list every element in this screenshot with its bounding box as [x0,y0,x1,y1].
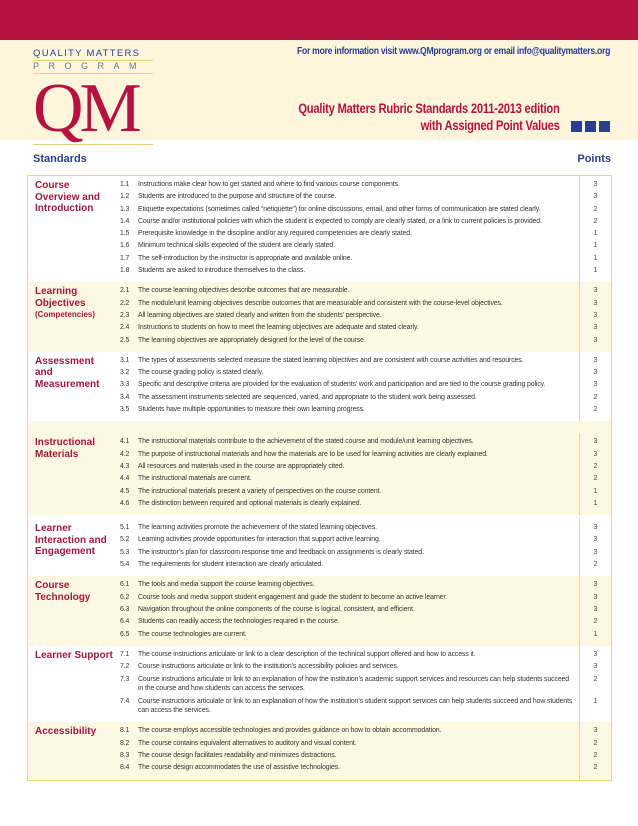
rubric-section [28,282,611,351]
standard-number: 7.3 [120,675,130,683]
standard-item [120,649,579,661]
point-value: 3 [593,663,598,671]
section-name [28,722,114,779]
rubric-section [28,352,611,421]
section-name [28,176,114,282]
standard-number: 3.2 [120,369,130,377]
standard-item [120,355,579,367]
standard-number: 6.2 [120,593,130,601]
point-value: 2 [593,205,598,213]
point-value: 2 [593,618,598,626]
logo-line-1: QUALITY MATTERS [33,48,153,61]
standard-number: 5.3 [120,548,130,556]
standard-number: 1.4 [120,217,130,225]
points-column [579,352,611,421]
standard-item [120,404,579,416]
standard-text: The purpose of instructional materials and how the materials are to be used for learning activities are clearly explained. [138,450,488,458]
title-line-2: with Assigned Point Values [421,117,560,133]
standard-item [120,285,579,297]
standard-text: Course and/or institutional policies with which the student is expected to comply are clearly stated, or a link to current policies is provided. [138,217,542,225]
rubric-table [27,175,612,781]
standard-text: Students can readily access the technologies required in the course. [138,618,340,626]
standard-text: The instructional materials are current. [138,475,252,483]
point-value: 3 [593,581,598,589]
standard-text: The course learning objectives describe outcomes that are measurable. [138,287,350,295]
standard-number: 1.5 [120,230,130,238]
point-value: 2 [593,475,598,483]
standard-item [120,436,579,448]
standard-number: 1.2 [120,193,130,201]
standard-number: 6.5 [120,630,130,638]
rubric-section [28,646,611,723]
section-title: Learner Support [35,649,113,661]
standard-item [120,204,579,216]
document-title [299,100,560,134]
standard-text: The instructional materials present a variety of perspectives on the course content. [138,487,382,495]
section-title: Learner Interaction and Engagement [35,523,107,558]
standard-text: The course design facilitates readability and minimizes distractions. [138,751,337,759]
standard-item [120,179,579,191]
standard-item [120,449,579,461]
standard-text: Students are asked to introduce themselves to the class. [138,267,306,275]
standard-number: 1.1 [120,181,130,188]
standard-number: 8.2 [120,739,130,747]
rubric-section [28,576,611,645]
points-column [579,282,611,351]
standard-number: 4.2 [120,450,130,458]
point-value: 2 [593,764,598,772]
standard-item [120,367,579,379]
points-column [579,722,611,779]
point-value: 3 [593,287,598,295]
standard-text: The course design accommodates the use of assistive technologies. [138,764,340,772]
qm-logo [33,48,153,145]
standard-text: The course contains equivalent alternatives to auditory and visual content. [138,739,357,747]
point-value: 2 [593,462,598,470]
standard-number: 3.5 [120,406,130,414]
standard-text: The tools and media support the course learning objectives. [138,581,315,589]
point-value: 2 [593,751,598,759]
standard-text: The course employs accessible technologies and provides guidance on how to obtain accommodation. [138,727,442,735]
standards-list [114,433,579,515]
decorative-squares [571,121,610,132]
standard-number: 2.5 [120,336,130,344]
standard-text: All resources and materials used in the course are appropriately cited. [138,462,345,470]
standard-number: 5.1 [120,524,130,532]
standard-number: 5.2 [120,536,130,544]
standard-item [120,629,579,641]
standard-number: 4.1 [120,438,130,446]
standard-text: Students are introduced to the purpose and structure of the course. [138,193,337,201]
point-value: 3 [593,593,598,601]
point-value: 2 [593,561,598,569]
logo-mark: QM [33,74,153,145]
standards-list [114,576,579,645]
standard-item [120,298,579,310]
point-value: 3 [593,524,598,532]
standard-number: 2.1 [120,287,130,295]
point-value: 1 [593,254,598,262]
standard-item [120,216,579,228]
standards-list [114,646,579,723]
standard-text: The instructor’s plan for classroom response time and feedback on assignments is clearly stated. [138,548,424,556]
standard-text: Instructions make clear how to get started and where to find various course components. [138,181,400,188]
standard-number: 1.7 [120,254,130,262]
contact-info: For more information visit www.QMprogram.org or email info@qualitymatters.org [296,46,610,57]
section-title: Assessment and Measurement [35,355,100,390]
standard-number: 8.3 [120,751,130,759]
point-value: 3 [593,356,598,364]
rubric-section [28,515,611,576]
standard-item [120,253,579,265]
standards-list [114,176,579,282]
standards-list [114,282,579,351]
standard-item [120,559,579,571]
standard-number: 2.3 [120,311,130,319]
standard-number: 3.4 [120,393,130,401]
point-value: 3 [593,311,598,319]
point-value: 1 [593,697,598,705]
standard-number: 6.4 [120,618,130,626]
standard-item [120,762,579,774]
standard-item [120,725,579,737]
standard-item [120,616,579,628]
standard-text: The learning activities promote the achievement of the stated learning objectives. [138,524,377,532]
standard-item [120,461,579,473]
point-value: 3 [593,536,598,544]
section-name [28,282,114,351]
standards-list [114,722,579,779]
point-value: 3 [593,193,598,201]
rubric-section [28,176,611,282]
point-value: 3 [593,324,598,332]
standard-number: 7.4 [120,697,130,705]
standard-text: Navigation throughout the online components of the course is logical, consistent, and efficient. [138,605,415,613]
section-title: Course Overview and Introduction [35,180,101,214]
points-column [579,646,611,723]
standard-text: Course tools and media support student engagement and guide the student to become an active learner. [138,593,448,601]
rubric-section [28,421,611,515]
standard-text: The course grading policy is stated clearly. [138,369,264,377]
section-name [28,519,114,576]
standard-number: 1.3 [120,205,130,213]
top-banner [0,0,638,40]
standard-item [120,522,579,534]
standard-item [120,228,579,240]
standard-text: The self-introduction by the instructor is appropriate and available online. [138,254,353,262]
standard-item [120,579,579,591]
standard-item [120,661,579,673]
standard-text: The distinction between required and optional materials is clearly explained. [138,499,362,507]
standard-number: 5.4 [120,561,130,569]
standard-number: 4.4 [120,475,130,483]
points-column [579,433,611,515]
standard-number: 8.4 [120,764,130,772]
standard-text: The instructional materials contribute to the achievement of the stated course and module/unit learning objectives. [138,438,474,446]
standard-number: 4.5 [120,487,130,495]
section-title: Course Technology [35,580,91,603]
standard-item [120,498,579,510]
point-value: 3 [593,548,598,556]
point-value: 3 [593,450,598,458]
standard-text: The requirements for student interaction are clearly articulated. [138,561,324,569]
section-title: Instructional Materials [35,437,96,460]
standard-item [120,547,579,559]
standard-text: The course technologies are current. [138,630,247,638]
point-value: 2 [593,675,598,683]
point-value: 3 [593,336,598,344]
standards-list [114,519,579,576]
points-column [579,576,611,645]
section-title: Accessibility [35,726,97,738]
standard-text: The course instructions articulate or link to a clear description of the technical support offered and how to access it. [138,650,476,658]
standard-item [120,310,579,322]
standard-number: 7.2 [120,663,130,671]
standard-text: Course instructions articulate or link to an explanation of how the institution’s student support services can help students succeed and how students can access the services. [138,697,573,715]
point-value: 3 [593,381,598,389]
point-value: 2 [593,393,598,401]
standard-number: 2.2 [120,299,130,307]
standard-number: 1.8 [120,267,130,275]
point-value: 1 [593,630,598,638]
point-value: 3 [593,181,598,188]
standard-item [120,486,579,498]
standard-text: The module/unit learning objectives describe outcomes that are measurable and consistent with the course-level objectives. [138,299,503,307]
standard-text: The learning objectives are appropriately designed for the level of the course. [138,336,366,344]
standard-item [120,379,579,391]
standard-number: 6.3 [120,605,130,613]
standard-item [120,750,579,762]
standard-text: Prerequisite knowledge in the discipline and/or any required competencies are clearly stated. [138,230,412,238]
standard-text: Course instructions articulate or link to an explanation of how the institution’s academic support services and resources can help students succeed in the course and how students can access the services. [138,675,570,693]
point-value: 1 [593,267,598,275]
standards-heading: Standards [33,153,87,165]
section-subtitle: (Competencies) [35,310,96,320]
points-column [579,176,611,282]
standard-item [120,265,579,277]
standard-number: 6.1 [120,581,130,589]
standard-text: Course instructions articulate or link to the institution’s accessibility policies and services. [138,663,399,671]
point-value: 1 [593,499,598,507]
section-name [28,646,114,723]
standard-item [120,738,579,750]
standard-number: 4.6 [120,499,130,507]
standard-number: 2.4 [120,324,130,332]
standard-item [120,592,579,604]
standard-number: 1.6 [120,242,130,250]
standard-item [120,473,579,485]
point-value: 3 [593,650,598,658]
standard-text: Etiquette expectations (sometimes called “netiquette”) for online discussions, email, and other forms of communication are stated clearly. [138,205,541,213]
section-name [28,352,114,421]
point-value: 3 [593,369,598,377]
standard-text: The types of assessments selected measure the stated learning objectives and are consistent with course activities and resources. [138,356,524,364]
point-value: 2 [593,217,598,225]
standard-text: All learning objectives are stated clearly and written from the students’ perspective. [138,311,382,319]
point-value: 3 [593,299,598,307]
standard-item [120,392,579,404]
standard-number: 3.1 [120,356,130,364]
point-value: 3 [593,727,598,735]
standard-number: 7.1 [120,650,130,658]
standard-item [120,191,579,203]
standard-text: Minimum technical skills expected of the student are clearly stated. [138,242,335,250]
standard-text: Learning activities provide opportunities for interaction that support active learning. [138,536,381,544]
standard-item [120,695,579,717]
title-line-1: Quality Matters Rubric Standards 2011-2013 edition [298,100,560,116]
standard-text: The assessment instruments selected are sequenced, varied, and appropriate to the student work being assessed. [138,393,477,401]
standards-list [114,352,579,421]
point-value: 1 [593,242,598,250]
point-value: 3 [593,438,598,446]
section-title: Learning Objectives [35,286,86,309]
standard-number: 8.1 [120,727,130,735]
standard-number: 4.3 [120,462,130,470]
point-value: 2 [593,739,598,747]
standard-text: Instructions to students on how to meet the learning objectives are adequate and stated clearly. [138,324,419,332]
standard-item [120,534,579,546]
point-value: 2 [593,406,598,414]
point-value: 1 [593,230,598,238]
standard-item [120,604,579,616]
standard-text: Students have multiple opportunities to measure their own learning progress. [138,406,365,414]
points-column [579,519,611,576]
standard-item [120,335,579,347]
logo-line-2: PROGRAM [33,61,153,74]
standard-item [120,240,579,252]
rubric-section [28,722,611,779]
points-heading: Points [577,153,611,165]
page-header [0,40,638,147]
standard-number: 3.3 [120,381,130,389]
standard-item [120,673,579,695]
standard-item [120,322,579,334]
section-name [28,576,114,645]
section-name [28,433,114,515]
point-value: 3 [593,605,598,613]
point-value: 1 [593,487,598,495]
standard-text: Specific and descriptive criteria are provided for the evaluation of students’ work and participation and are tied to the course grading policy. [138,381,546,389]
